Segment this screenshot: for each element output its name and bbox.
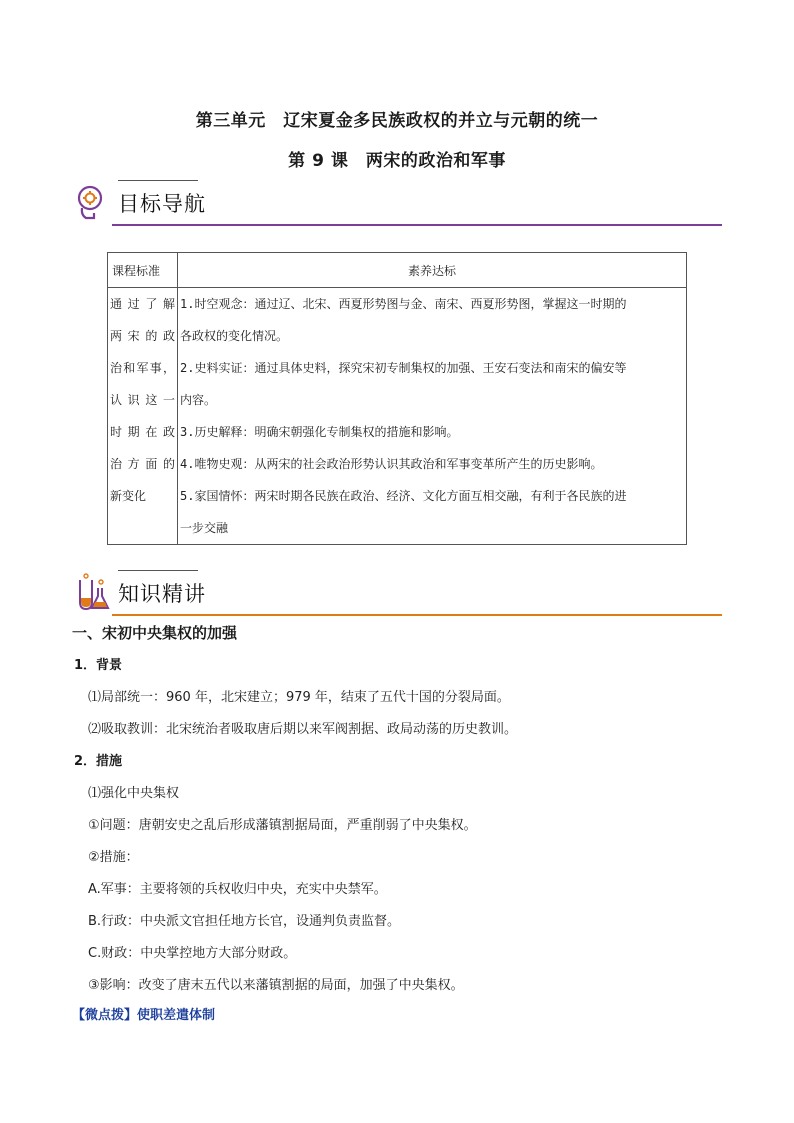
paragraph: ⑴局部统一：960 年，北宋建立；979 年，结束了五代十国的分裂局面。 (88, 690, 510, 705)
section-topline (118, 570, 198, 571)
literacy-line: 2.史料实证：通过具体史料，探究宋初专制集权的加强、王安石变法和南宋的偏安等 (180, 361, 627, 375)
standard-line: 治和军事， (110, 361, 175, 375)
section-goals-label: 目标导航 (118, 192, 206, 216)
section-goals-header (72, 178, 722, 228)
paragraph: ①问题：唐朝安史之乱后形成藩镇割据局面，严重削弱了中央集权。 (88, 818, 477, 833)
unit-title: 第三单元 辽宋夏金多民族政权的并立与元朝的统一 (195, 111, 599, 131)
standard-line-empty (108, 512, 177, 544)
paragraph: ③影响：改变了唐末五代以来藩镇割据的局面，加强了中央集权。 (88, 978, 464, 993)
heading-central-power: 一、宋初中央集权的加强 (72, 624, 238, 642)
literacy-cell (178, 288, 687, 545)
tip-heading: 【微点拨】使职差遣体制 (72, 1008, 216, 1023)
literacy-line: 3.历史解释：明确宋朝强化专制集权的措施和影响。 (180, 425, 459, 439)
literacy-line: 各政权的变化情况。 (180, 329, 289, 343)
standards-table (107, 252, 687, 545)
section-knowledge-header (72, 568, 722, 618)
section-knowledge-underline (112, 614, 722, 616)
literacy-line: 1.时空观念：通过辽、北宋、西夏形势图与金、南宋、西夏形势图，掌握这一时期的 (180, 297, 627, 311)
standard-line: 两宋的政 (110, 329, 175, 343)
standard-line: 时期在政 (110, 425, 175, 439)
flask-icon (72, 572, 112, 612)
heading-background: 1．背景 (74, 658, 123, 673)
paragraph: ⑴强化中央集权 (88, 786, 180, 801)
literacy-line: 一步交融 (180, 521, 229, 535)
standard-line: 新变化 (110, 489, 147, 503)
table-header-row (108, 253, 687, 288)
paragraph: C.财政：中央掌控地方大部分财政。 (88, 946, 297, 961)
table-header-literacy: 素养达标 (178, 253, 687, 288)
literacy-line: 4.唯物史观：从两宋的社会政治形势认识其政治和军事变革所产生的历史影响。 (180, 457, 603, 471)
standard-cell (108, 288, 178, 545)
heading-measures: 2．措施 (74, 754, 123, 769)
lesson-title: 第 9 课 两宋的政治和军事 (288, 151, 506, 171)
standard-line: 通过了解 (110, 297, 175, 311)
section-topline (118, 180, 198, 181)
section-knowledge-label: 知识精讲 (118, 582, 206, 606)
section-goals-underline (112, 224, 722, 226)
table-row (108, 288, 687, 545)
paragraph: A.军事：主要将领的兵权收归中央，充实中央禁军。 (88, 882, 387, 897)
paragraph: ⑵吸取教训：北宋统治者吸取唐后期以来军阀割据、政局动荡的历史教训。 (88, 722, 518, 737)
literacy-line: 5.家国情怀：两宋时期各民族在政治、经济、文化方面互相交融，有利于各民族的进 (180, 489, 627, 503)
standard-line: 认识这一 (110, 393, 175, 407)
brain-gear-icon (72, 182, 112, 222)
paragraph: B.行政：中央派文官担任地方长官，设通判负责监督。 (88, 914, 401, 929)
literacy-line: 内容。 (180, 393, 217, 407)
paragraph: ②措施： (88, 850, 139, 865)
table-header-standard: 课程标准 (108, 253, 178, 288)
standard-line: 治方面的 (110, 457, 175, 471)
